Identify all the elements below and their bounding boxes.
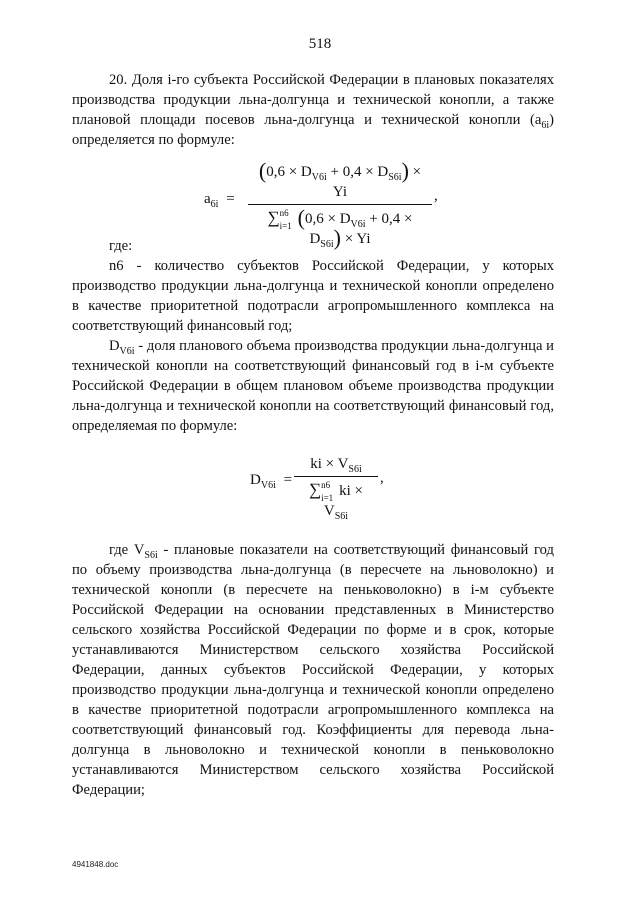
formula-a6i-fraction [248, 158, 432, 250]
formula-a6i-lhs: $a_{6i}$ = [204, 191, 235, 210]
formula-dv6i-fraction [294, 454, 378, 521]
formula-dv6i [72, 454, 554, 522]
footer-filename: 4941848.doc [72, 860, 119, 869]
page-number: 518 [308, 36, 332, 52]
formula-a6i-numerator: $(0,6 \times D_{V6i} + 0,4 \times D_{S6i}) \times Yi$ [258, 158, 422, 200]
where-label: где: [109, 238, 133, 254]
formula-dv6i-denominator: ∑ n6 i=1 ki × $V_{S6i}$ [308, 480, 363, 522]
document-body [72, 70, 554, 800]
formula-dv6i-lhs: $D_{V6i}$ = [250, 472, 293, 491]
paragraph-dv6i: $D_{V6i}$ - доля планового объема производства продукции льна-долгунца и технической конопли на соответствующий финансовый год в i-м субъекте Российской Федерации в общем плановом объеме производства продукции льна-долгунца и технической конопли на соответствующий финансовый год, определяемая по формуле: [72, 338, 554, 434]
formula-a6i-denominator: ∑ n6 i=1 $(0,6 \times D_{V6i} + 0,4 \times D_{S6i}) \times Yi$ [267, 205, 413, 250]
formula-dv6i-comma: , [380, 470, 384, 486]
formula-dv6i-numerator: ki × $V_{S6i}$ [310, 456, 362, 475]
paragraph-vs6i: где $V_{S6i}$ - плановые показатели на соответствующий финансовый год по объему производства льна-долгунца (в пересчете на льноволокно) и технической конопли (в пересчете на пеньковолокно) в i-м субъекте Российской Федерации на основании представленных в Министерство сельского хозяйства Российской Федерации по форме и в срок, которые устанавливаются Министерством сельского хозяйства Российской Федерации, данных субъектов Российской Федерации, у которых производство продукции льна-долгунца и технической конопли определено в качестве приоритетной подотрасли агропромышленного комплекса на соответствующий финансовый год. Коэффициенты для перевода льна-долгунца в льноволокно и технической конопли в пеньковолокно устанавливаются Министерством сельского хозяйства Российской Федерации; [72, 542, 554, 798]
paragraph-n6: n6 - количество субъектов Российской Федерации, у которых производство продукции льна-долгунца и технической конопли определено в качестве приоритетной подотрасли агропромышленного комплекса на соответствующий финансовый год; [72, 258, 554, 334]
paragraph-20: 20. Доля i-го субъекта Российской Федерации в плановых показателях производства продукции льна-долгунца и технической конопли, а также плановой площади посевов льна-долгунца и технической конопли $(а_{6i})$ определяется по формуле: [72, 72, 554, 148]
formula-a6i-comma: , [434, 188, 438, 204]
